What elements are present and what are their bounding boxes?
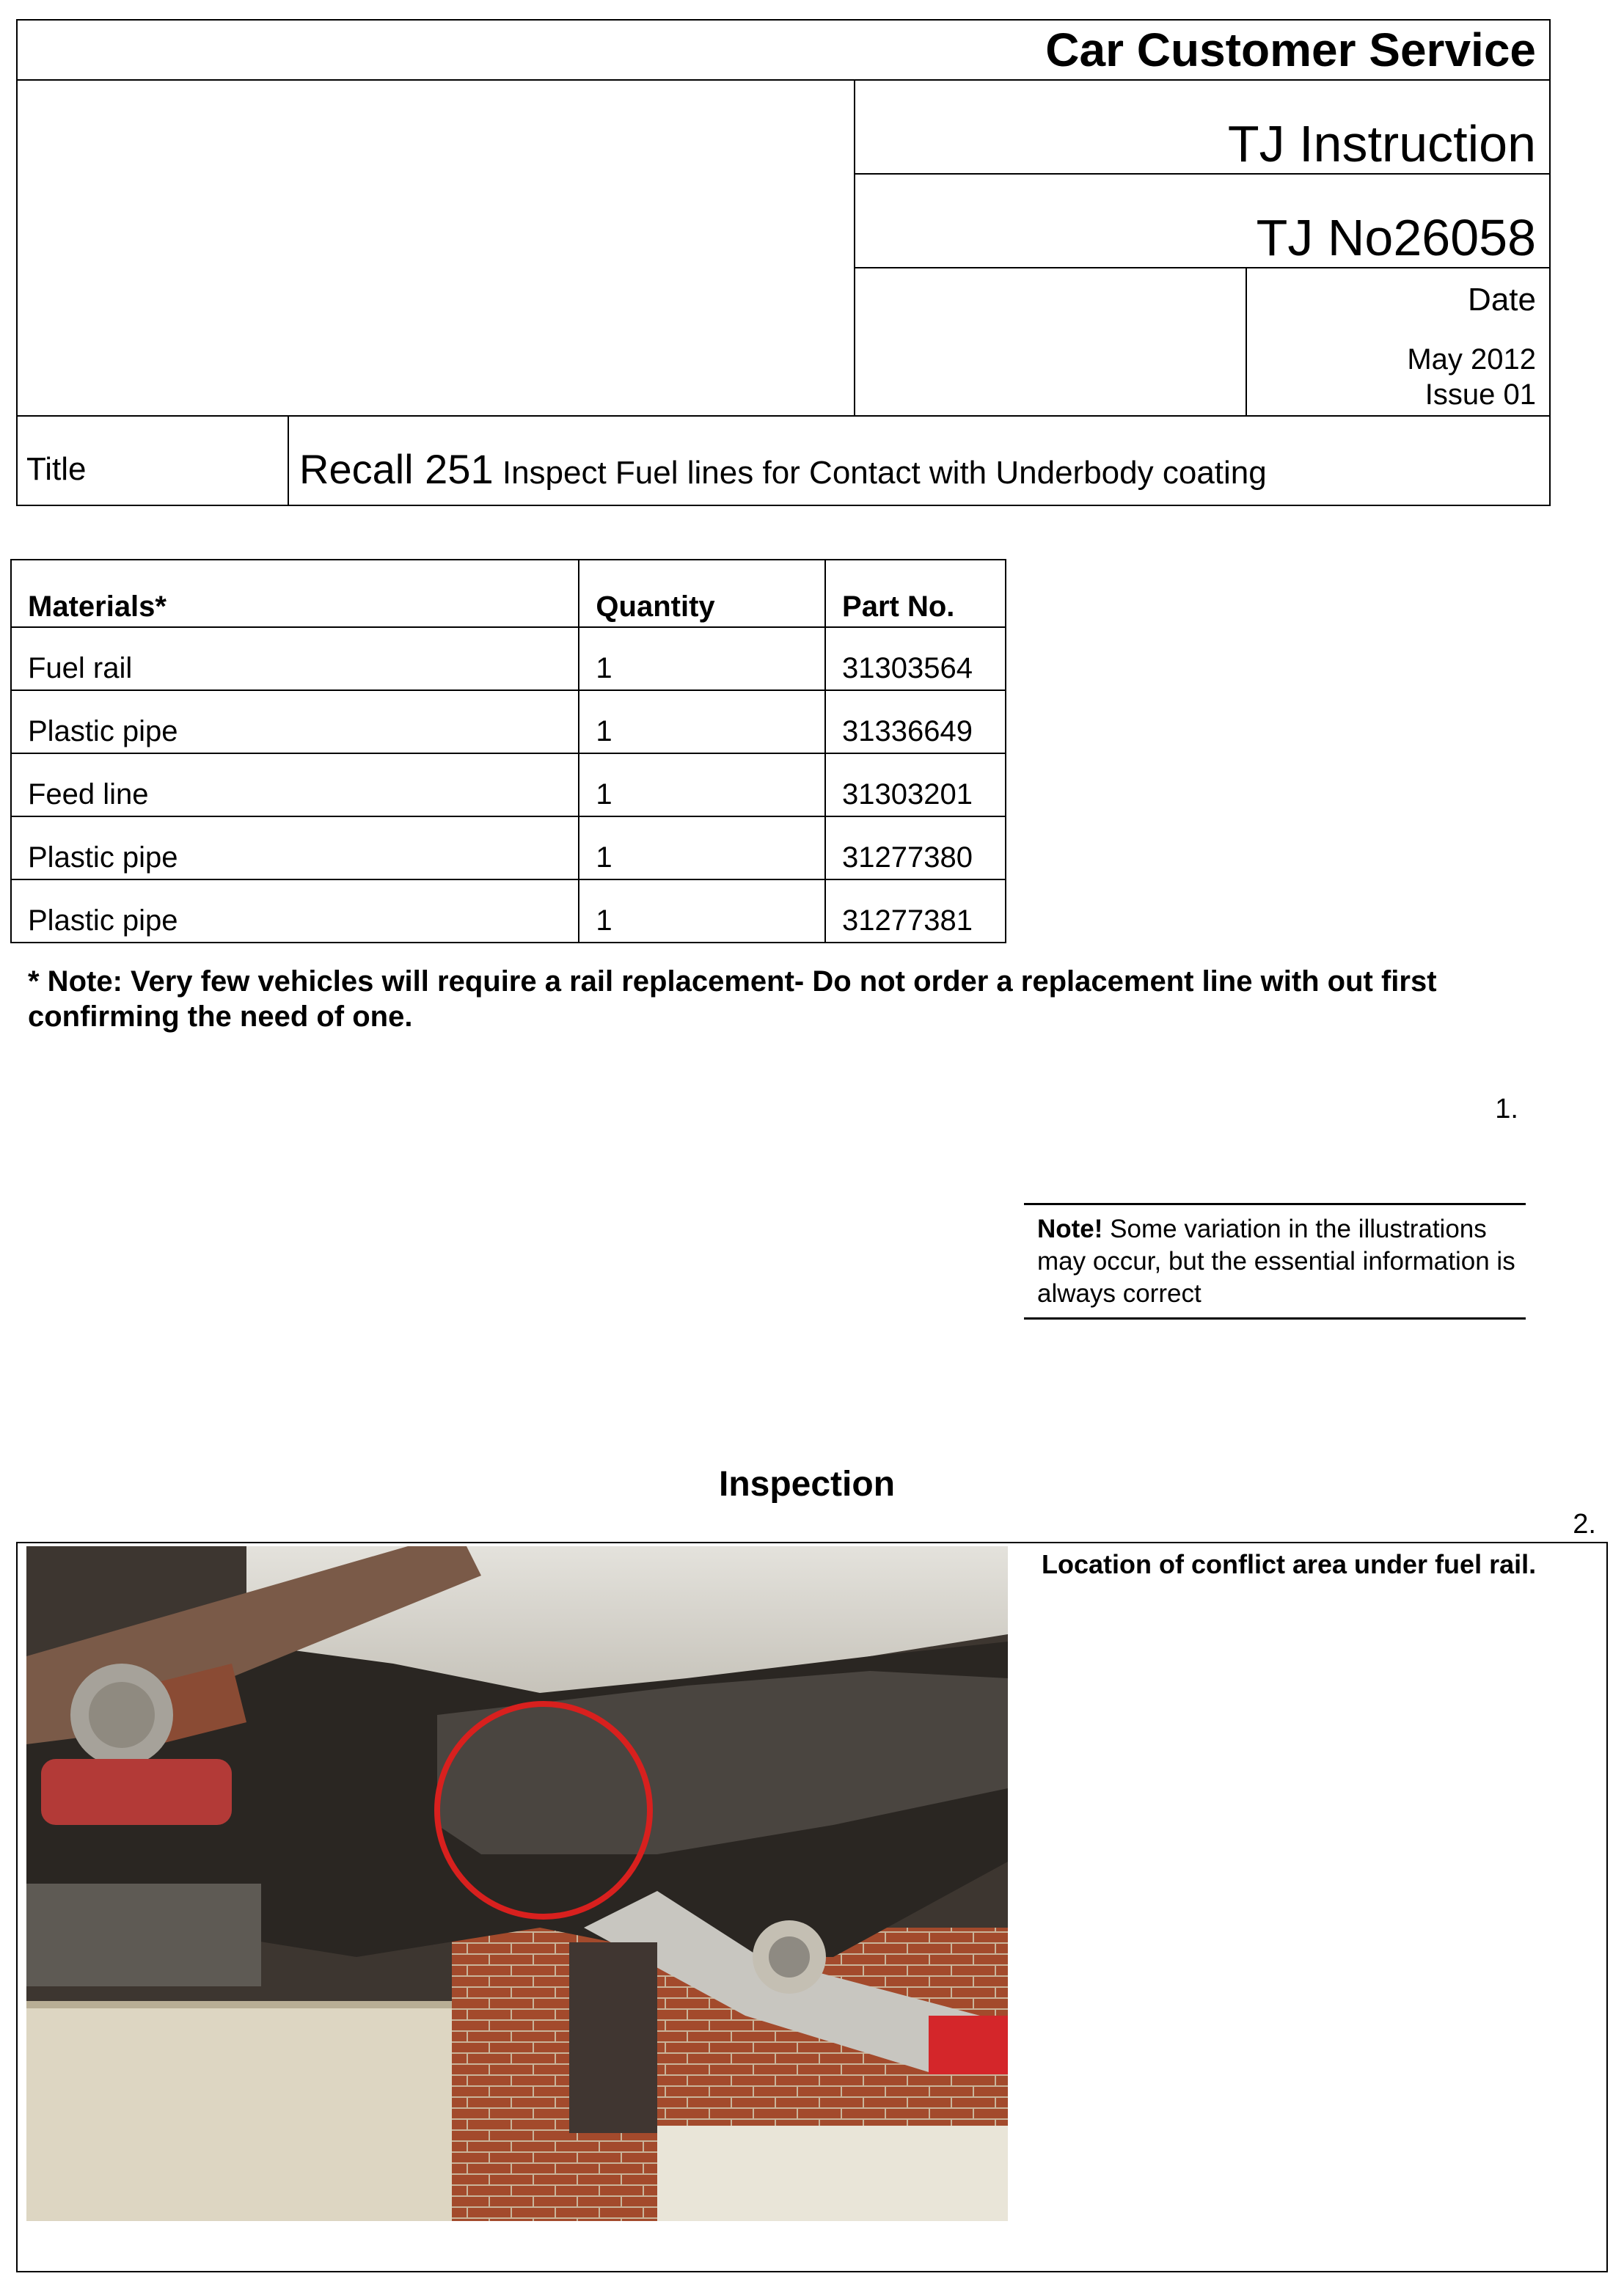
column-header-quantity: Quantity <box>579 560 825 627</box>
quantity-cell: 1 <box>579 753 825 816</box>
part-number-cell: 31277381 <box>825 879 1006 943</box>
quantity-cell: 1 <box>579 690 825 753</box>
illustration-note <box>1037 1213 1521 1310</box>
column-header-materials: Materials* <box>11 560 579 627</box>
material-cell: Plastic pipe <box>11 690 579 753</box>
table-row <box>11 753 1006 816</box>
figure-caption: Location of conflict area under fuel rail. <box>1042 1549 1537 1579</box>
quantity-cell: 1 <box>579 879 825 943</box>
title-label: Title <box>26 451 87 487</box>
table-row <box>11 816 1006 879</box>
step-number: 2. <box>1573 1509 1596 1540</box>
header-divider <box>16 415 1551 417</box>
part-number-cell: 31336649 <box>825 690 1006 753</box>
ordering-note: * Note: Very few vehicles will require a rail replacement- Do not order a replacement line with out first confirming the need of one. <box>28 965 1437 1033</box>
part-number-cell: 31277380 <box>825 816 1006 879</box>
date-value: May 2012 <box>1407 343 1536 376</box>
header-divider <box>288 415 289 506</box>
table-header-row <box>11 560 1006 627</box>
materials-table <box>10 559 1006 943</box>
column-header-part-no: Part No. <box>825 560 1006 627</box>
issue-number: Issue 01 <box>1424 378 1536 411</box>
note-label: Note! <box>1037 1215 1103 1243</box>
recall-number: Recall 251 <box>299 446 494 492</box>
part-number-cell: 31303201 <box>825 753 1006 816</box>
title-description: Inspect Fuel lines for Contact with Underbody coating <box>502 455 1267 491</box>
section-title: Inspection <box>718 1465 896 1504</box>
step-number: 1. <box>1495 1094 1518 1124</box>
callout-rule-bottom <box>1024 1317 1526 1320</box>
quantity-cell: 1 <box>579 816 825 879</box>
callout-rule-top <box>1024 1203 1526 1205</box>
table-row <box>11 690 1006 753</box>
undercarriage-photo <box>26 1546 1008 2221</box>
material-cell: Plastic pipe <box>11 879 579 943</box>
table-row <box>11 879 1006 943</box>
document-title <box>299 446 1267 497</box>
material-cell: Plastic pipe <box>11 816 579 879</box>
document-number: TJ No26058 <box>1256 209 1536 266</box>
table-row <box>11 627 1006 690</box>
undercarriage-illustration <box>26 1546 1008 2221</box>
material-cell: Feed line <box>11 753 579 816</box>
part-number-cell: 31303564 <box>825 627 1006 690</box>
quantity-cell: 1 <box>579 627 825 690</box>
material-cell: Fuel rail <box>11 627 579 690</box>
note-body: Some variation in the illustrations may occur, but the essential information is always correct <box>1037 1215 1515 1308</box>
brand-title: Car Customer Service <box>1045 23 1536 76</box>
date-label: Date <box>1468 282 1536 318</box>
document-type: TJ Instruction <box>1227 115 1536 172</box>
